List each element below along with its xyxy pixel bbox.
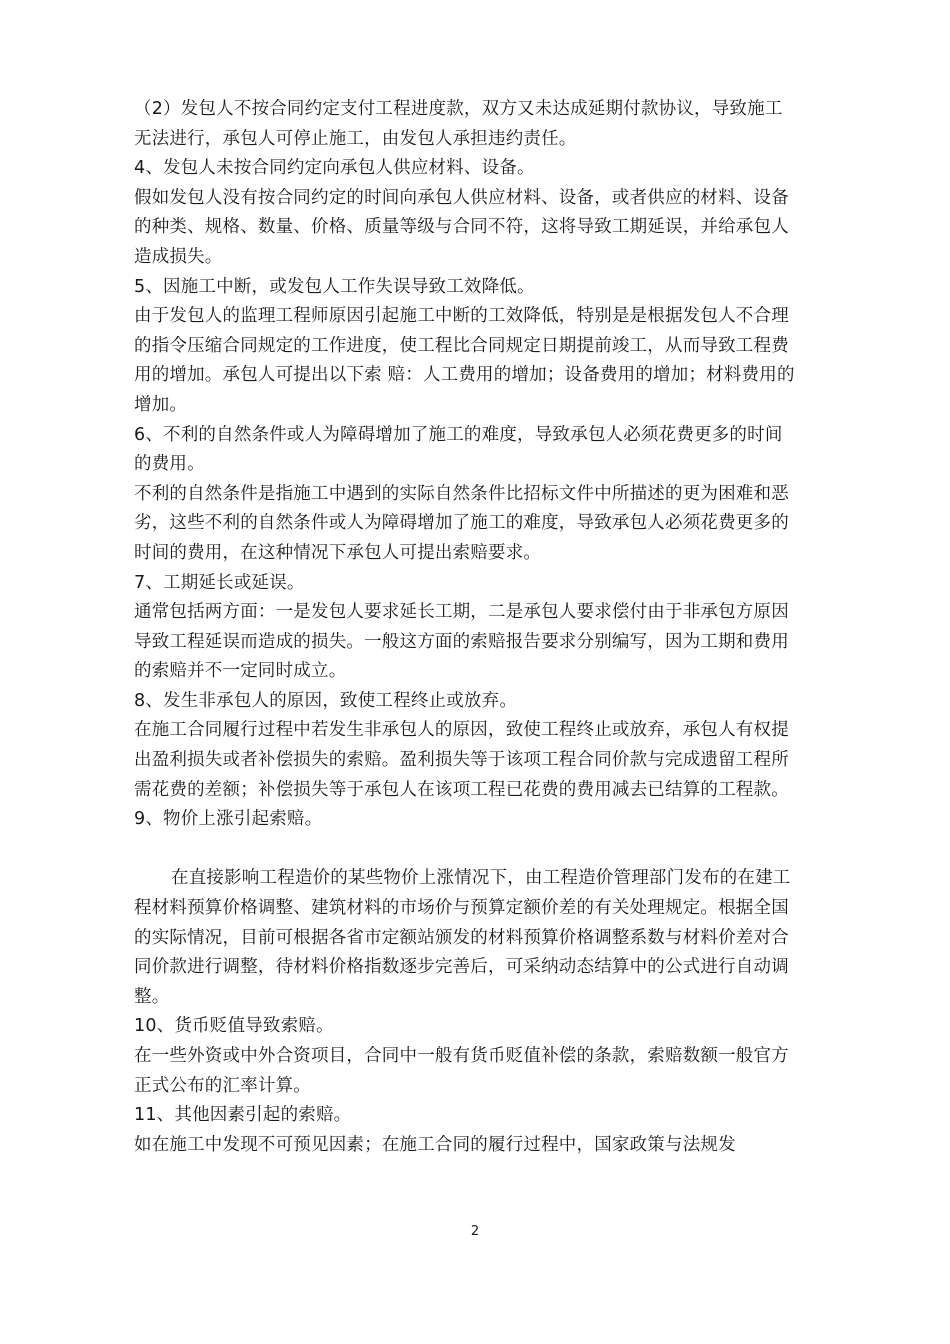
paragraph-item-7: 通常包括两方面：一是发包人要求延长工期，二是承包人要求偿付由于非承包方原因导致工程延误而造成的损失。一般这方面的索赔报告要求分别编写，因为工期和费用的索赔并不一定同时成立。 bbox=[134, 602, 789, 682]
heading-item-9: 9、物价上涨引起索赔。 bbox=[134, 809, 323, 830]
paragraph-item-11: 如在施工中发现不可预见因素；在施工合同的履行过程中，国家政策与法规发 bbox=[134, 1134, 736, 1155]
paragraph-item-4: 假如发包人没有按合同约定的时间向承包人供应材料、设备，或者供应的材料、设备的种类、规格、数量、价格、质量等级与合同不符，这将导致工期延误，并给承包人造成损失。 bbox=[134, 187, 789, 267]
heading-item-6: 6、不利的自然条件或人为障碍增加了施工的难度，导致承包人必须花费更多的时间的费用。 bbox=[134, 424, 783, 475]
page-number: 2 bbox=[470, 1224, 480, 1239]
paragraph-payment-default: （2）发包人不按合同约定支付工程进度款，双方又未达成延期付款协议，导致施工无法进行，承包人可停止施工，由发包人承担违约责任。 bbox=[134, 99, 783, 149]
body-text bbox=[134, 95, 798, 1160]
paragraph-item-8: 在施工合同履行过程中若发生非承包人的原因，致使工程终止或放弃，承包人有权提出盈利损失或者补偿损失的索赔。盈利损失等于该项工程合同价款与完成遗留工程所需花费的差额；补偿损失等于承包人在该项工程已花费的费用减去已结算的工程款。 bbox=[134, 720, 789, 800]
heading-item-11: 11、其他因素引起的索赔。 bbox=[134, 1105, 352, 1126]
heading-item-10: 10、货币贬值导致索赔。 bbox=[134, 1016, 334, 1037]
paragraph-item-6: 不利的自然条件是指施工中遇到的实际自然条件比招标文件中所描述的更为困难和恶劣，这些不利的自然条件或人为障碍增加了施工的难度，导致承包人必须花费更多的时间的费用，在这种情况下承包人可提出索赔要求。 bbox=[134, 483, 789, 563]
heading-item-5: 5、因施工中断，或发包人工作失误导致工效降低。 bbox=[134, 276, 535, 297]
paragraph-item-10: 在一些外资或中外合资项目，合同中一般有货币贬值补偿的条款，索赔数额一般官方正式公布的汇率计算。 bbox=[134, 1046, 789, 1096]
heading-item-7: 7、工期延长或延误。 bbox=[134, 572, 305, 593]
heading-item-4: 4、发包人未按合同约定向承包人供应材料、设备。 bbox=[134, 158, 535, 179]
paragraph-item-5: 由于发包人的监理工程师原因引起施工中断的工效降低，特别是是根据发包人不合理的指令压缩合同规定的工作进度，使工程比合同规定日期提前竣工，从而导致工程费用的增加。承包人可提出以下索 赔：人工费用的增加；设备费用的增加；材料费用的增加。 bbox=[134, 306, 795, 415]
heading-item-8: 8、发生非承包人的原因，致使工程终止或放弃。 bbox=[134, 690, 518, 711]
paragraph-item-9: 在直接影响工程造价的某些物价上涨情况下，由工程造价管理部门发布的在建工程材料预算价格调整、建筑材料的市场价与预算定额价差的有关处理规定。根据全国的实际情况，目前可根据各省市定额站颁发的材料预算价格调整系数与材料价差对合同价款进行调整，待材料价格指数逐步完善后，可采纳动态结算中的公式进行自动调整。 bbox=[134, 868, 791, 1007]
